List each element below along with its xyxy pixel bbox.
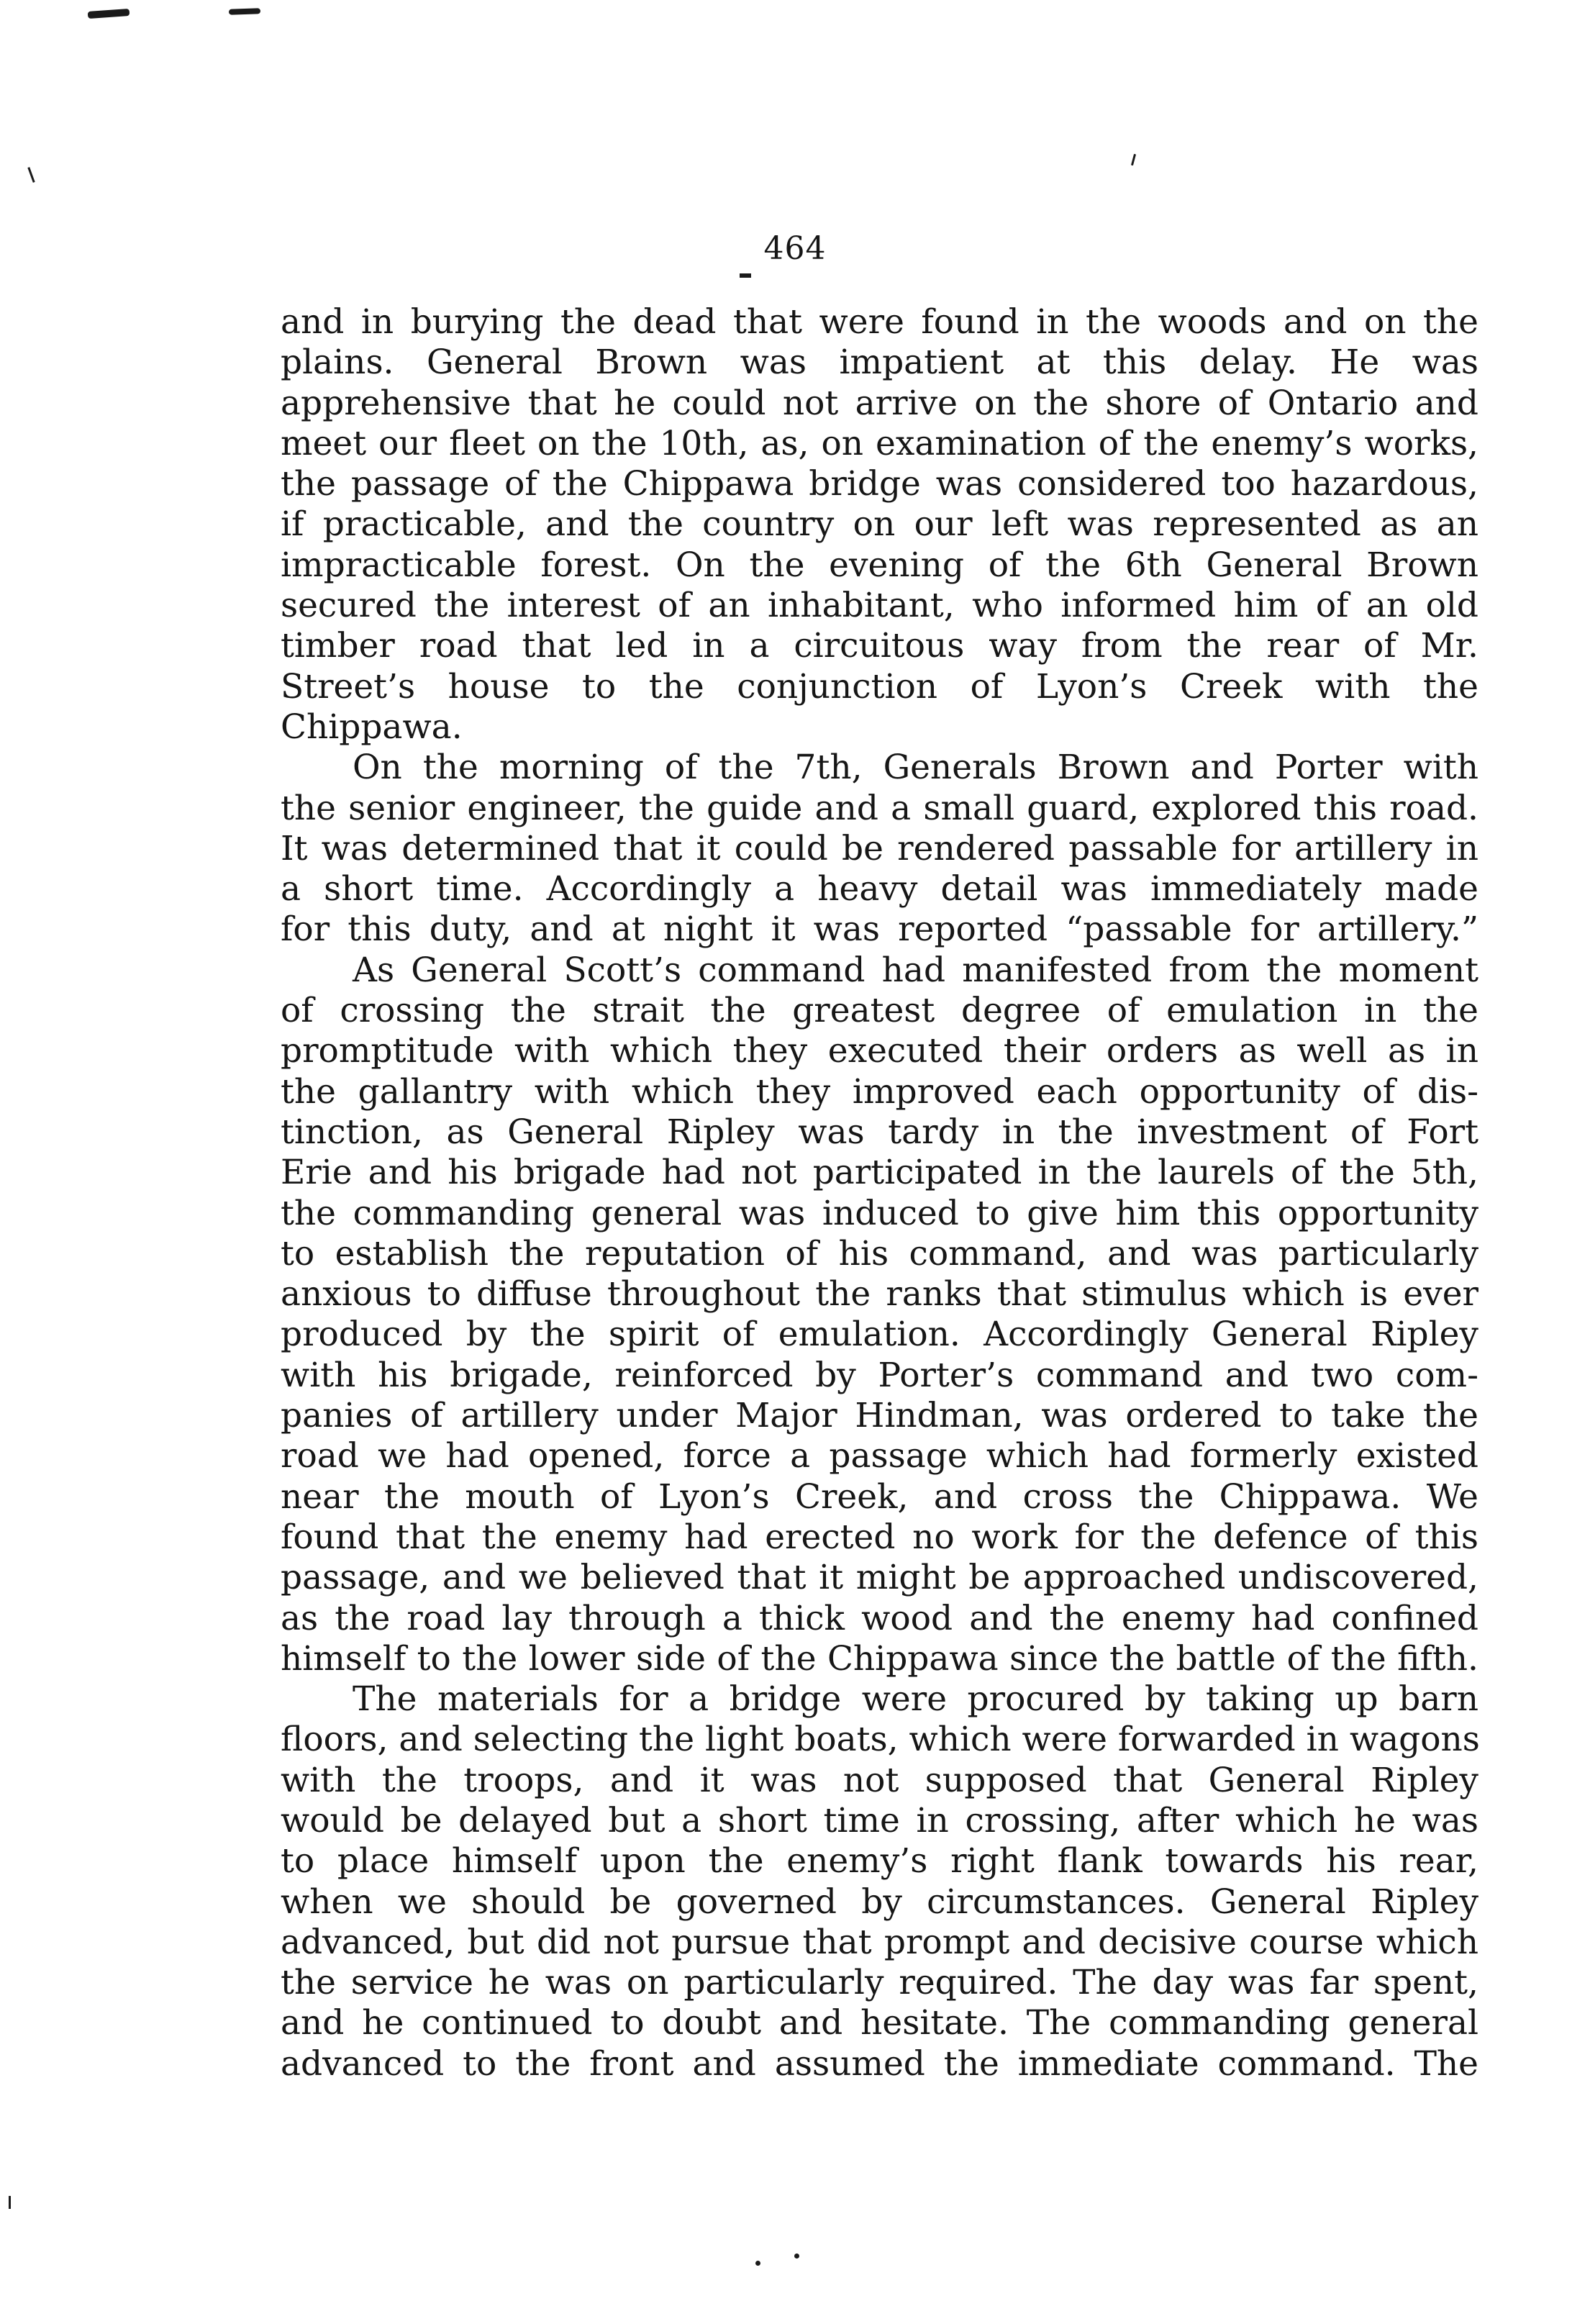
text-line: and in burying the dead that were found in the woods and on the xyxy=(281,302,1478,342)
text-line: tinction, as General Ripley was tardy in the investment of Fort xyxy=(281,1112,1478,1152)
text-line: for this duty, and at night it was reported “passable for artillery.” xyxy=(281,909,1478,950)
text-line: found that the enemy had erected no work for the defence of this xyxy=(281,1517,1478,1557)
scan-artifact xyxy=(755,2261,760,2266)
text-line: the gallantry with which they improved each opportunity of dis- xyxy=(281,1071,1478,1112)
page-number: 464 xyxy=(763,230,827,267)
text-line: road we had opened, force a passage which had formerly existed xyxy=(281,1436,1478,1476)
text-line: It was determined that it could be rendered passable for artillery in xyxy=(281,828,1478,868)
text-line: secured the interest of an inhabitant, who informed him of an old xyxy=(281,586,1478,626)
text-line: produced by the spirit of emulation. Accordingly General Ripley xyxy=(281,1315,1478,1355)
text-line: panies of artillery under Major Hindman, was ordered to take the xyxy=(281,1396,1478,1436)
text-line: to establish the reputation of his command, and was particularly xyxy=(281,1233,1478,1274)
text-line: Street’s house to the conjunction of Lyon’s Creek with the xyxy=(281,666,1478,707)
text-line: Erie and his brigade had not participated in the laurels of the 5th, xyxy=(281,1153,1478,1193)
text-line: Chippawa. xyxy=(281,707,463,747)
text-line: promptitude with which they executed their orders as well as in xyxy=(281,1031,1478,1071)
text-line: when we should be governed by circumstances. General Ripley xyxy=(281,1882,1478,1922)
text-line: The materials for a bridge were procured by taking up barn xyxy=(353,1679,1478,1720)
text-line: himself to the lower side of the Chippawa since the battle of the fifth. xyxy=(281,1638,1478,1679)
text-line: a short time. Accordingly a heavy detail was immediately made xyxy=(281,869,1478,909)
scan-artifact xyxy=(1131,154,1136,165)
scan-artifact xyxy=(27,167,35,183)
text-line: timber road that led in a circuitous way from the rear of Mr. xyxy=(281,626,1478,666)
text-line: floors, and selecting the light boats, which were forwarded in wagons xyxy=(281,1720,1480,1760)
text-line: passage, and we believed that it might be approached undiscovered, xyxy=(281,1558,1478,1598)
text-line: to place himself upon the enemy’s right flank towards his rear, xyxy=(281,1841,1478,1882)
text-line: plains. General Brown was impatient at this delay. He was xyxy=(281,342,1478,383)
text-line: would be delayed but a short time in crossing, after which he was xyxy=(281,1800,1478,1840)
scan-artifact xyxy=(9,2196,11,2209)
text-line: as the road lay through a thick wood and the enemy had confined xyxy=(281,1598,1478,1638)
text-line: with the troops, and it was not supposed that General Ripley xyxy=(281,1760,1478,1800)
text-line: the commanding general was induced to give him this opportunity xyxy=(281,1193,1478,1233)
text-line: anxious to diffuse throughout the ranks that stimulus which is ever xyxy=(281,1274,1478,1315)
text-line: the passage of the Chippawa bridge was considered too hazardous, xyxy=(281,464,1478,504)
text-line: near the mouth of Lyon’s Creek, and cross the Chippawa. We xyxy=(281,1476,1478,1517)
text-line: impracticable forest. On the evening of the 6th General Brown xyxy=(281,545,1478,585)
text-line: apprehensive that he could not arrive on the shore of Ontario and xyxy=(281,383,1478,423)
text-line: As General Scott’s command had manifested from the moment xyxy=(353,950,1478,990)
text-line: On the morning of the 7th, Generals Brown and Porter with xyxy=(353,748,1478,788)
scan-artifact xyxy=(740,273,751,278)
scan-artifact xyxy=(88,9,130,19)
text-line: advanced, but did not pursue that prompt and decisive course which xyxy=(281,1922,1478,1962)
text-line: of crossing the strait the greatest degree of emulation in the xyxy=(281,991,1478,1031)
text-line: if practicable, and the country on our left was represented as an xyxy=(281,504,1478,545)
text-line: the senior engineer, the guide and a small guard, explored this road. xyxy=(281,788,1478,828)
scan-artifact xyxy=(229,8,260,15)
body-text xyxy=(281,302,1478,2084)
text-line: with his brigade, reinforced by Porter’s command and two com- xyxy=(281,1355,1478,1395)
text-line: and he continued to doubt and hesitate. The commanding general xyxy=(281,2003,1478,2043)
text-line: meet our fleet on the 10th, as, on examination of the enemy’s works, xyxy=(281,423,1478,463)
scan-artifact xyxy=(794,2253,799,2259)
text-line: the service he was on particularly required. The day was far spent, xyxy=(281,1963,1478,2003)
text-line: advanced to the front and assumed the immediate command. The xyxy=(281,2043,1478,2084)
